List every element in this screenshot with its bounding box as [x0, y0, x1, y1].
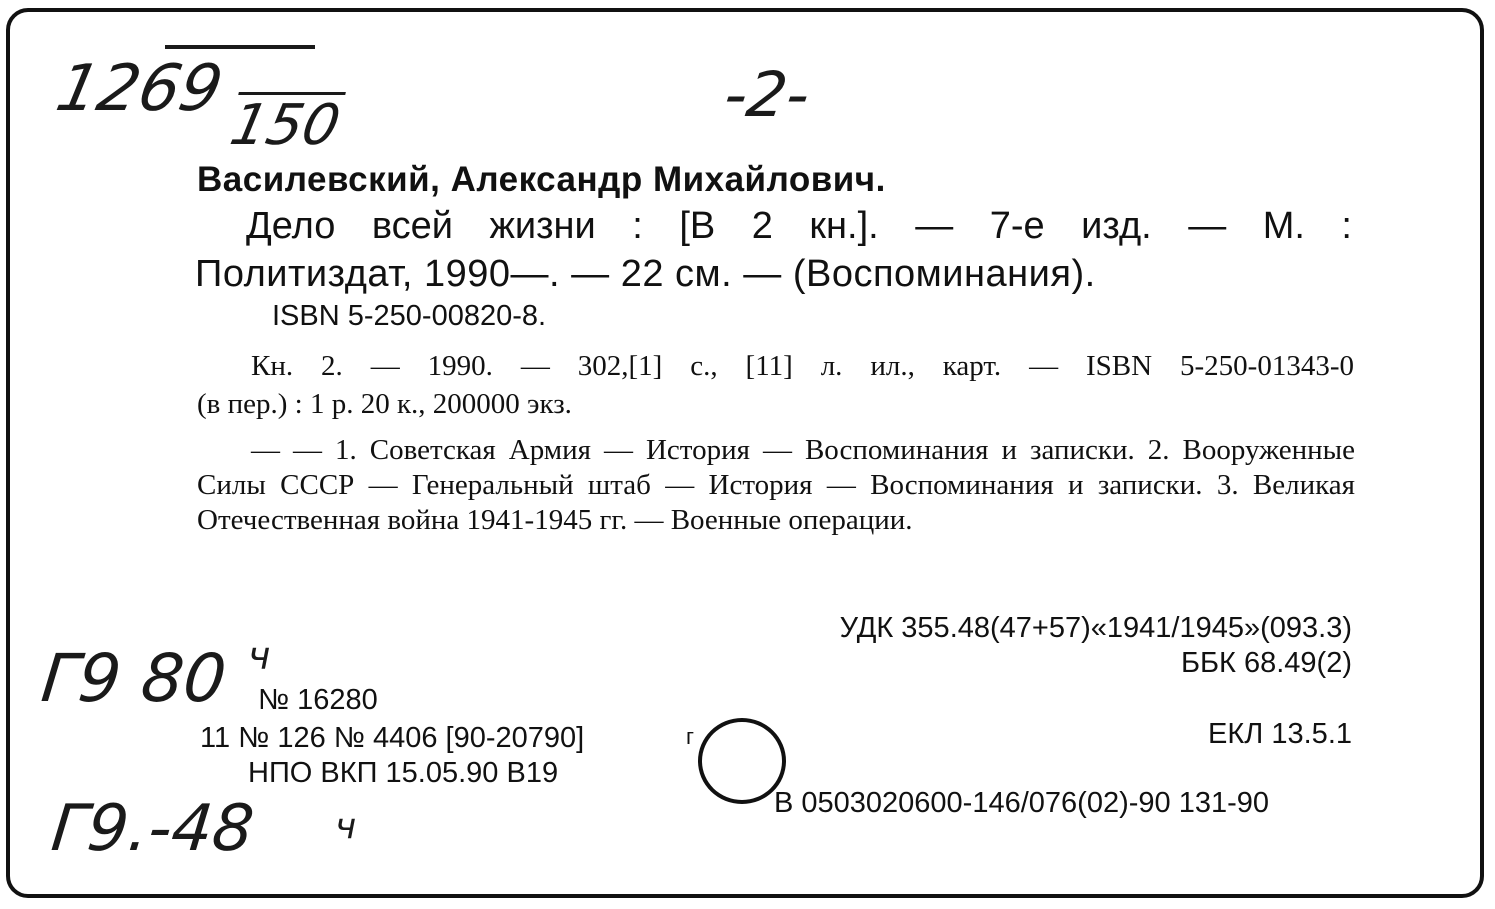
- volume-line-2: (в пер.) : 1 р. 20 к., 200000 экз.: [197, 388, 572, 420]
- handwritten-shelf-mark-2-suffix: ч: [335, 806, 357, 847]
- volume-line-1: Кн. 2. — 1990. — 302,[1] с., [11] л. ил., карт. — ISBN 5-250-01343-0: [251, 350, 1354, 382]
- author-heading: Василевский, Александр Михайлович.: [197, 160, 886, 199]
- circle-stamp: [698, 718, 786, 804]
- title-line-2: Политиздат, 1990—. — 22 см. — (Воспоминания).: [195, 253, 1096, 295]
- handwritten-shelf-mark-1-suffix: ч: [248, 634, 271, 678]
- small-mark: г: [686, 724, 695, 749]
- printer-info: НПО ВКП 15.05.90 В19: [248, 757, 559, 789]
- handwritten-shelf-mark-1: Г9 80: [37, 640, 230, 717]
- ekl-code: ЕКЛ 13.5.1: [1208, 718, 1352, 750]
- series-isbn: ISBN 5-250-00820-8.: [272, 300, 547, 332]
- card-number: № 16280: [258, 684, 378, 716]
- subject-headings: — — 1. Советская Армия — История — Воспоминания и записки. 2. Вооруженные Силы СССР — Генеральный штаб — История — Воспоминания и записки. 3. Великая Отечественная война 1941-1945 гг. — Военные операции.: [197, 434, 1355, 536]
- handwritten-inventory-sub: 150: [224, 93, 346, 158]
- title-line-1: Дело всей жизни : [В 2 кн.]. — 7-е изд. — М. :: [246, 205, 1352, 247]
- bbk-code: ББК 68.49(2): [1180, 647, 1352, 679]
- handwritten-overline: [165, 45, 315, 49]
- handwritten-inventory-number: 1269: [50, 52, 229, 126]
- print-info: 11 № 126 № 4406 [90-20790]: [200, 722, 585, 754]
- handwritten-page-mark: -2-: [719, 58, 815, 131]
- handwritten-shelf-mark-2: Г9.-48: [48, 792, 258, 866]
- udk-code: УДК 355.48(47+57)«1941/1945»(093.3): [839, 612, 1352, 644]
- publication-code: В 0503020600-146/076(02)-90 131-90: [774, 787, 1270, 819]
